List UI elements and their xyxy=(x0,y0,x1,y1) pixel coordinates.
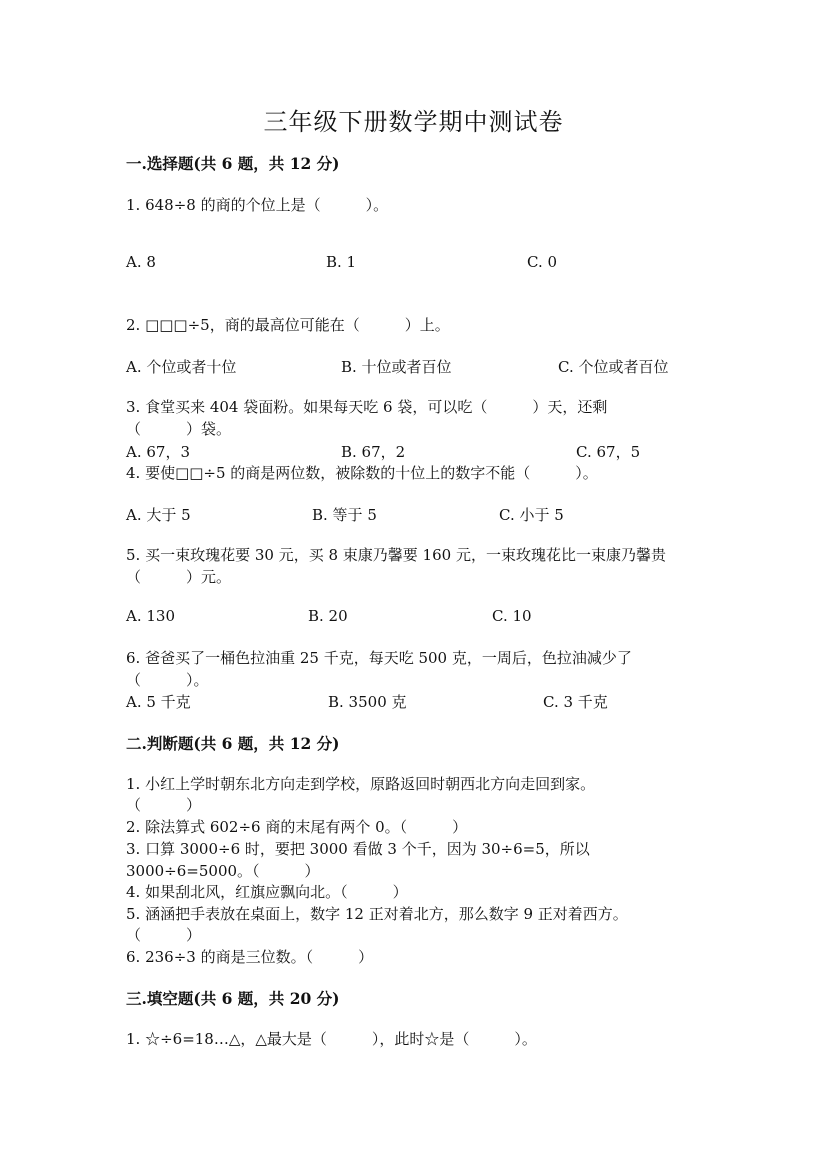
option-a: A. 130 xyxy=(126,607,175,625)
question-text: 6. 爸爸买了一桶色拉油重 25 千克，每天吃 500 克，一周后，色拉油减少了 xyxy=(126,649,632,667)
question-text: 4. 如果刮北风，红旗应飘向北。（ ） xyxy=(126,883,408,901)
question-text: 6. 236÷3 的商是三位数。（ ） xyxy=(126,948,374,966)
option-b: B. 十位或者百位 xyxy=(341,358,452,376)
option-c: C. 3 千克 xyxy=(543,693,608,711)
option-a: A. 5 千克 xyxy=(126,693,191,711)
page-title: 三年级下册数学期中测试卷 xyxy=(263,108,564,136)
question-text: 5. 涵涵把手表放在桌面上，数字 12 正对着北方，那么数字 9 正对着西方。 xyxy=(126,905,628,923)
question-text-cont: （ ）。 xyxy=(126,671,209,689)
question-text: 3. 食堂买来 404 袋面粉。如果每天吃 6 袋，可以吃（ ）天，还剩 xyxy=(126,398,608,416)
option-c: C. 10 xyxy=(492,607,532,625)
question-text: 3. 口算 3000÷6 时，要把 3000 看做 3 个千，因为 30÷6=5，所以 xyxy=(126,840,590,858)
question-text-cont: （ ）袋。 xyxy=(126,420,232,438)
option-c: C. 0 xyxy=(527,253,558,271)
question-text: 2. 除法算式 602÷6 商的末尾有两个 0。（ ） xyxy=(126,818,468,836)
option-a: A. 8 xyxy=(126,253,156,271)
option-b: B. 67，2 xyxy=(341,443,406,461)
section-heading-judge: 二.判断题(共 6 题，共 12 分) xyxy=(126,734,340,753)
question-text-cont: 3000÷6=5000。（ ） xyxy=(126,862,320,880)
option-c: C. 个位或者百位 xyxy=(558,358,669,376)
option-b: B. 等于 5 xyxy=(312,506,377,524)
question-text: 5. 买一束玫瑰花要 30 元，买 8 束康乃馨要 160 元，一束玫瑰花比一束康乃馨贵 xyxy=(126,546,666,564)
question-text: 2. □□□÷5，商的最高位可能在（ ）上。 xyxy=(126,316,450,334)
question-text: 4. 要使□□÷5 的商是两位数，被除数的十位上的数字不能（ ）。 xyxy=(126,464,598,482)
question-text: 1. ☆÷6=18…△，△最大是（ ），此时☆是（ ）。 xyxy=(126,1030,537,1048)
question-text-cont: （ ）元。 xyxy=(126,568,232,586)
option-b: B. 20 xyxy=(308,607,348,625)
option-a: A. 大于 5 xyxy=(126,506,191,524)
question-text: 1. 648÷8 的商的个位上是（ ）。 xyxy=(126,196,389,214)
question-text: 1. 小红上学时朝东北方向走到学校，原路返回时朝西北方向走回到家。 xyxy=(126,775,596,793)
question-text-cont: （ ） xyxy=(126,796,202,814)
option-a: A. 个位或者十位 xyxy=(126,358,237,376)
option-c: C. 67，5 xyxy=(576,443,641,461)
section-heading-fill: 三.填空题(共 6 题，共 20 分) xyxy=(126,989,340,1008)
question-text-cont: （ ） xyxy=(126,926,202,944)
option-a: A. 67，3 xyxy=(126,443,190,461)
option-b: B. 3500 克 xyxy=(328,693,407,711)
option-c: C. 小于 5 xyxy=(499,506,564,524)
section-heading-choice: 一.选择题(共 6 题，共 12 分) xyxy=(126,154,340,173)
option-b: B. 1 xyxy=(326,253,357,271)
